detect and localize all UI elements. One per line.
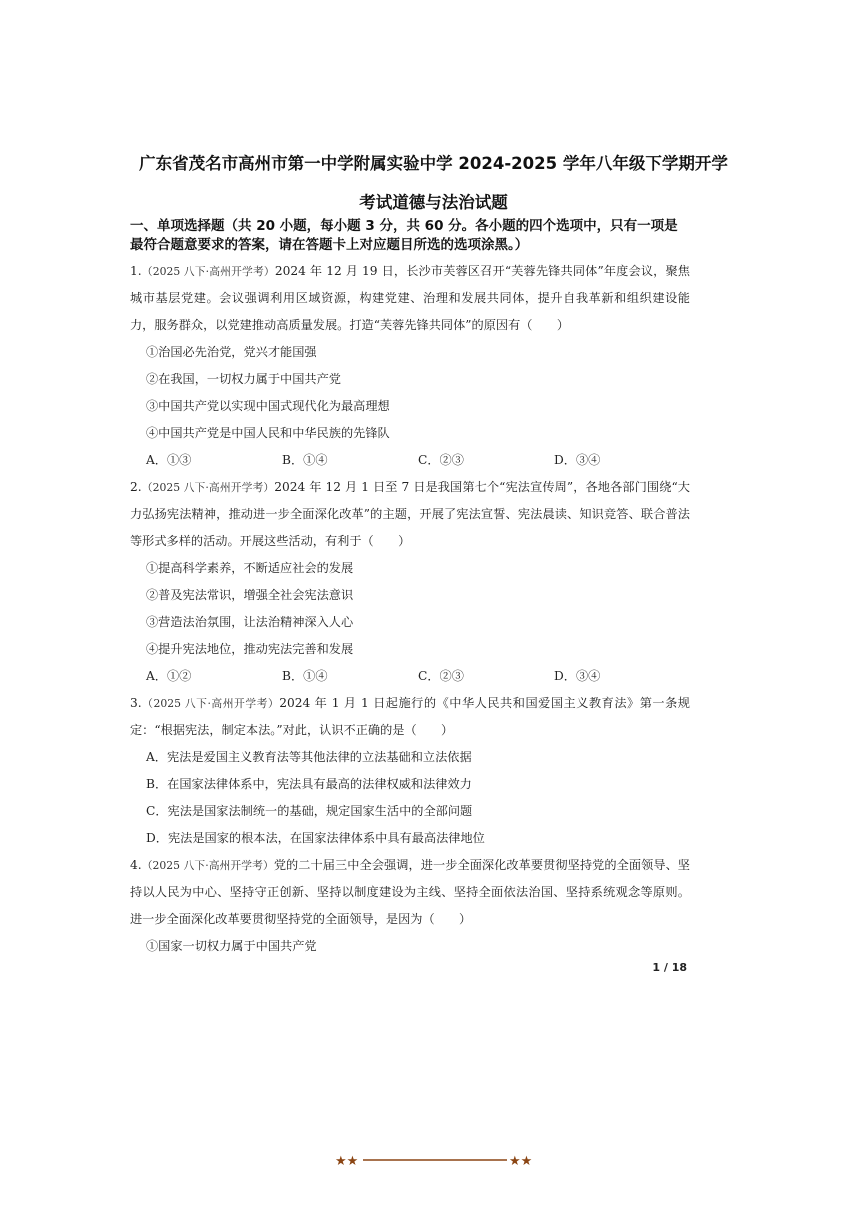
question-text: 2024 年 1 月 1 日起施行的《中华人民共和国爱国主义教育法》第一条规定：“根据宪法，制定本法。”对此，认识不正确的是（ ） [130,696,690,737]
question-stem [130,690,690,744]
statement-option: ①提高科学素养，不断适应社会的发展 [146,561,354,575]
choice-d: D．③④ [554,669,601,683]
choice-b: B．①④ [282,453,328,467]
question-number: 2. [130,480,142,494]
choice-a: A．①③ [146,453,192,467]
question-source: （2025 八下·高州开学考） [141,859,274,872]
question-text: 2024 年 12 月 1 日至 7 日是我国第七个“宪法宣传周”，各地各部门围绕“大力弘扬宪法精神，推动进一步全面深化改革”的主题，开展了宪法宣誓、宪法晨读、知识竞答、联合普法等形式多样的活动。开展这些活动，有利于（ ） [130,480,690,548]
question-source: （2025 八下·高州开学考） [141,481,275,494]
answer-option-a: A．宪法是爱国主义教育法等其他法律的立法基础和立法依据 [146,750,472,764]
question-text: 2024 年 12 月 19 日，长沙市芙蓉区召开“芙蓉先锋共同体”年度会议，聚焦城市基层党建。会议强调利用区域资源，构建党建、治理和发展共同体，提升自我革新和组织建设能力，服务群众，以党建推动高质量发展。打造“芙蓉先锋共同体”的原因有（ ） [130,264,690,332]
statement-option: ②普及宪法常识，增强全社会宪法意识 [146,588,354,602]
footer-right-stars: ★★ [509,1154,533,1168]
question-4 [130,852,690,960]
statement-option: ②在我国，一切权力属于中国共产党 [146,372,341,386]
answer-choices [130,447,690,474]
statement-option: ③中国共产党以实现中国式现代化为最高理想 [146,399,390,413]
choice-a: A．①② [146,669,192,683]
answer-choices [130,663,690,690]
statement-option: ①治国必先治党，党兴才能国强 [146,345,317,359]
question-1 [130,258,690,474]
question-2 [130,474,690,690]
question-stem [130,474,690,555]
answer-option-b: B．在国家法律体系中，宪法具有最高的法律权威和法律效力 [146,777,472,791]
question-source: （2025 八下·高州开学考） [141,697,280,710]
page-number: 1 / 18 [652,961,687,974]
choice-b: B．①④ [282,669,328,683]
question-source: （2025 八下·高州开学考） [141,265,275,278]
choice-c: C．②③ [418,669,464,683]
statement-option: ③营造法治氛围，让法治精神深入人心 [146,615,354,629]
answer-option-c: C．宪法是国家法制统一的基础，规定国家生活中的全部问题 [146,804,473,818]
statement-option: ④中国共产党是中国人民和中华民族的先锋队 [146,426,390,440]
question-3 [130,690,690,852]
footer-ornament [335,1152,535,1168]
questions-container [130,258,690,960]
section-heading: 一、单项选择题（共 20 小题，每小题 3 分，共 60 分。各小题的四个选项中，只有一项是最符合题意要求的答案，请在答题卡上对应题目所选的选项涂黑。） [130,218,678,253]
statement-option: ①国家一切权力属于中国共产党 [146,939,317,953]
question-stem [130,852,690,933]
choice-c: C．②③ [418,453,464,467]
answer-option-d: D．宪法是国家的根本法，在国家法律体系中具有最高法律地位 [146,831,485,845]
choice-d: D．③④ [554,453,601,467]
question-stem [130,258,690,339]
question-number: 4. [130,858,142,872]
question-text: 党的二十届三中全会强调，进一步全面深化改革要贯彻坚持党的全面领导、坚持以人民为中心、坚持守正创新、坚持以制度建设为主线、坚持全面依法治国、坚持系统观念等原则。进一步全面深化改革要贯彻坚持党的全面领导，是因为（ ） [130,858,690,926]
footer-left-stars: ★★ [335,1154,359,1168]
statement-option: ④提升宪法地位，推动宪法完善和发展 [146,642,354,656]
question-number: 3. [130,696,142,710]
exam-title-line1: 广东省茂名市高州市第一中学附属实验中学 2024-2025 学年八年级下学期开学 [139,154,728,173]
question-number: 1. [130,264,142,278]
exam-title-line2: 考试道德与法治试题 [359,193,508,212]
